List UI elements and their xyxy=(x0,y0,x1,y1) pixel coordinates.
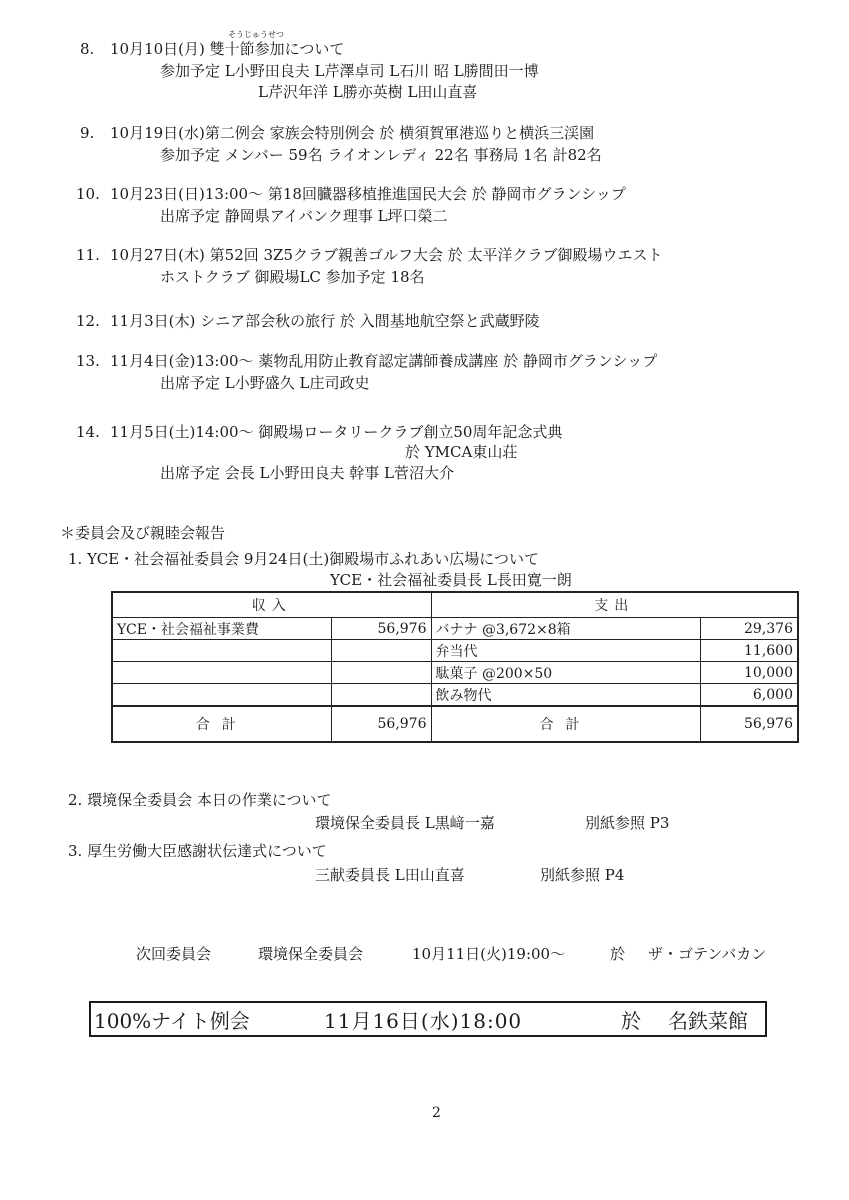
section-heading: ＊委員会及び親睦会報告 xyxy=(60,524,226,542)
table-header-row xyxy=(112,592,798,618)
next-meeting-label: 次回委員会 xyxy=(136,945,212,963)
next-meeting-datetime: 10月11日(火)19:00～ xyxy=(412,945,566,963)
income-total: 56,976 xyxy=(331,706,431,742)
table-row xyxy=(112,662,798,684)
income-amount xyxy=(331,684,431,707)
income-total-label: 合計 xyxy=(112,706,331,742)
expense-total: 56,976 xyxy=(700,706,798,742)
schedule-item-title: 11月5日(土)14:00～ 御殿場ロータリークラブ創立50周年記念式典 xyxy=(110,423,563,441)
income-amount xyxy=(331,662,431,684)
table-total-row xyxy=(112,706,798,742)
income-header: 収入 xyxy=(112,592,431,618)
next-meeting-committee: 環境保全委員会 xyxy=(258,945,364,963)
committee-reporter: 三献委員長 L田山直喜 xyxy=(315,866,465,884)
committee-reporter: YCE・社会福祉委員長 L長田寛一朗 xyxy=(330,571,572,589)
table-row xyxy=(112,640,798,662)
income-item xyxy=(112,684,331,707)
schedule-item-title: 11月4日(金)13:00～ 薬物乱用防止教育認定講師養成講座 於 静岡市グランシップ xyxy=(110,352,658,370)
income-item xyxy=(112,640,331,662)
schedule-item-detail: ホストクラブ 御殿場LC 参加予定 18名 xyxy=(160,268,425,286)
schedule-item-number: 8. xyxy=(80,40,95,58)
table-row xyxy=(112,618,798,640)
expense-total-label: 合計 xyxy=(431,706,700,742)
committee-report-title: 1. YCE・社会福祉委員会 9月24日(土)御殿場市ふれあい広場について xyxy=(68,550,539,568)
expense-item: 弁当代 xyxy=(431,640,700,662)
committee-report-title: 3. 厚生労働大臣感謝状伝達式について xyxy=(68,842,327,860)
schedule-item-title: 10月10日(月) 雙十節参加について xyxy=(110,40,345,58)
page-number: 2 xyxy=(432,1105,441,1121)
schedule-item-title: 10月19日(水)第二例会 家族会特別例会 於 横須賀軍港巡りと横浜三渓園 xyxy=(110,124,595,142)
expense-header: 支出 xyxy=(431,592,798,618)
next-meeting-venue: ザ・ゴテンバカン xyxy=(648,945,767,963)
income-amount xyxy=(331,640,431,662)
expense-item: 駄菓子 @200×50 xyxy=(431,662,700,684)
schedule-item-title: 10月27日(木) 第52回 3Z5クラブ親善ゴルフ大会 於 太平洋クラブ御殿場ウエスト xyxy=(110,246,663,264)
table-row xyxy=(112,684,798,707)
committee-report-title: 2. 環境保全委員会 本日の作業について xyxy=(68,791,332,809)
income-expense-table xyxy=(111,591,799,743)
schedule-item-detail: 出席予定 静岡県アイバンク理事 L坪口榮二 xyxy=(160,207,448,225)
schedule-item-venue: 於 YMCA東山荘 xyxy=(405,443,518,461)
furigana-annotation: そうじゅうせつ xyxy=(228,30,284,39)
next-meeting-at: 於 xyxy=(610,945,626,963)
schedule-item-detail: 参加予定 L小野田良夫 L芹澤卓司 L石川 昭 L勝間田一博 xyxy=(160,62,539,80)
schedule-item-number: 13. xyxy=(76,352,100,370)
expense-item: バナナ @3,672×8箱 xyxy=(431,618,700,640)
income-item: YCE・社会福祉事業費 xyxy=(112,618,331,640)
schedule-item-detail: L芹沢年洋 L勝亦英樹 L田山直喜 xyxy=(258,83,478,101)
committee-reporter: 環境保全委員長 L黒﨑一嘉 xyxy=(315,814,495,832)
schedule-item-detail: 出席予定 L小野盛久 L庄司政史 xyxy=(160,374,370,392)
night-meeting-date: 11月16日(水)18:00 xyxy=(324,1009,523,1033)
expense-amount: 29,376 xyxy=(700,618,798,640)
schedule-item-number: 14. xyxy=(76,423,100,441)
expense-amount: 10,000 xyxy=(700,662,798,684)
schedule-item-number: 11. xyxy=(76,246,100,264)
expense-item: 飲み物代 xyxy=(431,684,700,707)
night-meeting-banner xyxy=(89,1001,767,1037)
schedule-item-number: 9. xyxy=(80,124,95,142)
schedule-item-title: 10月23日(日)13:00～ 第18回臓器移植推進国民大会 於 静岡市グランシップ xyxy=(110,185,626,203)
income-item xyxy=(112,662,331,684)
schedule-item-detail: 出席予定 会長 L小野田良夫 幹事 L菅沼大介 xyxy=(160,464,454,482)
night-meeting-venue: 名鉄菜館 xyxy=(668,1009,748,1033)
reference-note: 別紙参照 P4 xyxy=(540,866,625,884)
income-amount: 56,976 xyxy=(331,618,431,640)
schedule-item-title: 11月3日(木) シニア部会秋の旅行 於 入間基地航空祭と武蔵野陵 xyxy=(110,312,540,330)
expense-amount: 6,000 xyxy=(700,684,798,707)
night-meeting-title: 100%ナイト例会 xyxy=(94,1009,250,1033)
schedule-item-number: 10. xyxy=(76,185,100,203)
expense-amount: 11,600 xyxy=(700,640,798,662)
schedule-item-number: 12. xyxy=(76,312,100,330)
night-meeting-at: 於 xyxy=(621,1009,641,1033)
reference-note: 別紙参照 P3 xyxy=(585,814,670,832)
schedule-item-detail: 参加予定 メンバー 59名 ライオンレディ 22名 事務局 1名 計82名 xyxy=(160,146,602,164)
